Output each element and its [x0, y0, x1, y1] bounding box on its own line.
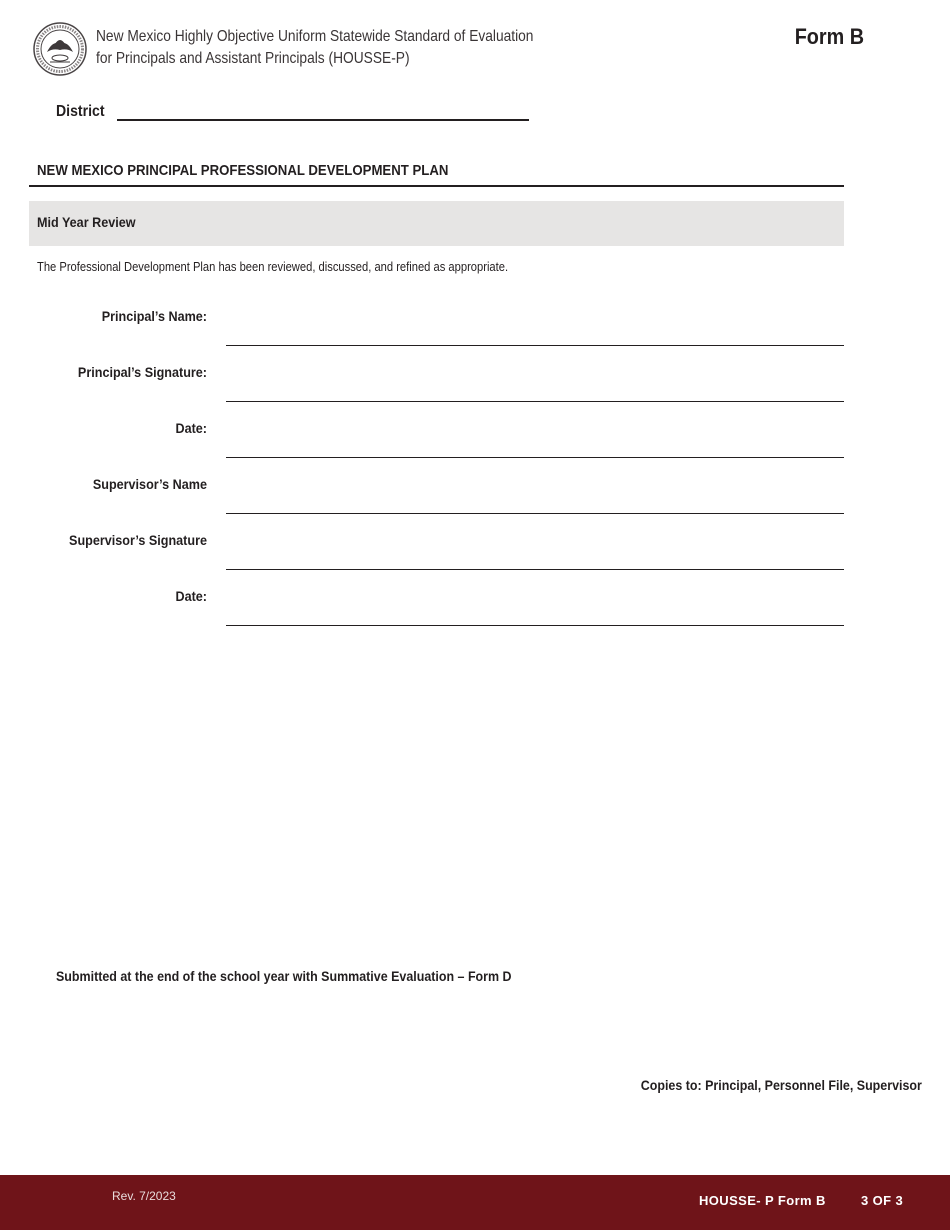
principal-date-label: Date: [175, 420, 207, 436]
mid-year-review-band [29, 201, 844, 246]
supervisor-signature-label: Supervisor’s Signature [69, 532, 207, 548]
header-title [96, 26, 534, 70]
page-number: 3 OF 3 [861, 1193, 904, 1208]
supervisor-name-label: Supervisor’s Name [92, 476, 207, 492]
form-label: Form B [794, 24, 864, 49]
header-title-line1: New Mexico Highly Objective Uniform Statewide Standard of Evaluation [96, 28, 534, 45]
state-seal-logo [33, 22, 87, 76]
submitted-note: Submitted at the end of the school year with Summative Evaluation – Form D [56, 968, 512, 984]
district-label: District [56, 103, 105, 120]
principal-signature-line[interactable] [226, 401, 844, 402]
principal-name-line[interactable] [226, 345, 844, 346]
mid-year-review-label: Mid Year Review [37, 214, 136, 230]
principal-name-label: Principal’s Name: [101, 308, 207, 324]
district-input-line[interactable] [117, 119, 529, 121]
supervisor-signature-line[interactable] [226, 569, 844, 570]
section-divider [29, 185, 844, 187]
intro-text: The Professional Development Plan has been reviewed, discussed, and refined as appropriate. [37, 259, 509, 274]
footer-form-id: HOUSSE- P Form B [699, 1193, 826, 1208]
header-title-line2: for Principals and Assistant Principals (HOUSSE-P) [96, 50, 410, 67]
revision-date: Rev. 7/2023 [112, 1189, 176, 1203]
principal-date-line[interactable] [226, 457, 844, 458]
principal-signature-label: Principal’s Signature: [77, 364, 207, 380]
supervisor-date-line[interactable] [226, 625, 844, 626]
copies-note: Copies to: Principal, Personnel File, Supervisor [640, 1077, 922, 1093]
supervisor-name-line[interactable] [226, 513, 844, 514]
supervisor-date-label: Date: [175, 588, 207, 604]
section-heading: NEW MEXICO PRINCIPAL PROFESSIONAL DEVELOPMENT PLAN [37, 162, 449, 179]
footer-bar [0, 1175, 950, 1230]
